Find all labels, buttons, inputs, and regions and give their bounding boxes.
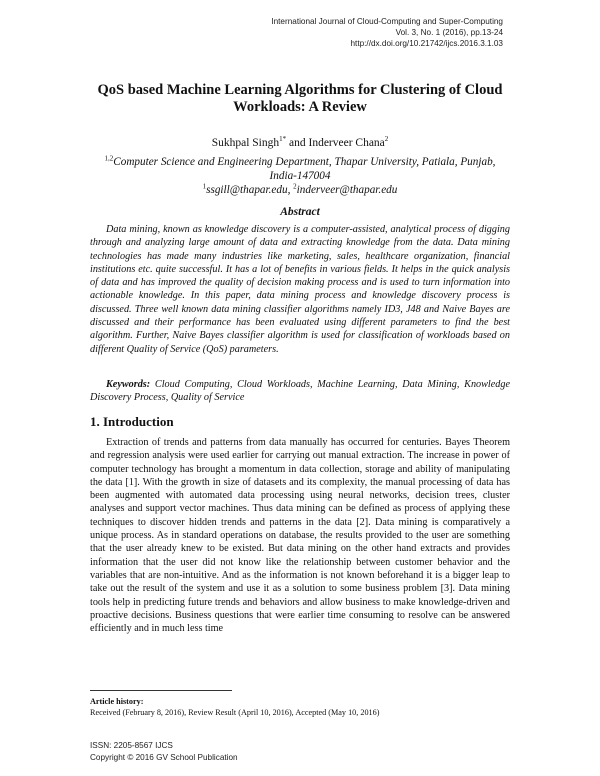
keywords	[90, 378, 510, 405]
footnote-divider	[90, 690, 232, 691]
affiliation-text: Computer Science and Engineering Department, Thapar University, Patiala, Punjab, India-147004	[113, 156, 496, 182]
author-name: Inderveer Chana	[308, 137, 385, 149]
article-history-text: Received (February 8, 2016), Review Result (April 10, 2016), Accepted (May 10, 2016)	[90, 708, 380, 717]
section-heading: 1. Introduction	[90, 414, 174, 429]
issn: ISSN: 2205-8567 IJCS	[90, 741, 173, 750]
introduction-text: Extraction of trends and patterns from data manually has occurred for centuries. Bayes Theorem and regression analysis were used earlier for carrying out manual extraction. The increase in power of computer technology has brought a momentum in data collection, storage and ability of manipulating the data [1]. With the growth in size of datasets and its complexity, the manual processing of data has been augmented with automated data processing using neural networks, decision trees, cluster analyses and support vector machines. Thus data mining can be defined as process of applying these techniques to discover hidden trends and patterns in the data [2]. Data mining is comparatively a unique process. As in standard operations on database, the results provided to the user are something that the user already knew to be existed. But data mining on the other hand extracts and provides information that the user did not know like the relationship between customer behavior and the variables that are non-intuitive. And as the information is not known beforehand it is a bigger leap to take out the result of the system and use it as a solution to some business problem [3]. Data mining tools help in predicting future trends and behaviors and allow business to make knowledge-driven and proactive decisions. Business questions that were earlier time consuming to resolve can be answered efficiently and in much less time	[90, 437, 510, 635]
affiliation-emails	[90, 183, 510, 197]
email-link[interactable]: inderveer@thapar.edu	[296, 184, 398, 196]
author-superscript: 1*	[279, 135, 287, 144]
abstract-heading: Abstract	[280, 206, 320, 218]
email-link[interactable]: ssgill@thapar.edu,	[206, 184, 294, 196]
journal-name: International Journal of Cloud-Computing and Super-Computing	[271, 17, 503, 26]
affiliation	[90, 155, 510, 197]
author-name: Sukhpal Singh	[211, 137, 280, 149]
email-superscript: 1	[202, 182, 207, 191]
affiliation-superscript: 1,2	[104, 154, 114, 163]
journal-doi: http://dx.doi.org/10.21742/ijcs.2016.3.1.03	[350, 39, 503, 48]
affiliation-department	[90, 155, 510, 183]
author-list	[90, 137, 510, 149]
author-conjunction: and	[286, 137, 309, 149]
keywords-label: Keywords:	[106, 379, 151, 390]
keywords-text: Cloud Computing, Cloud Workloads, Machine Learning, Data Mining, Knowledge Discovery Process, Quality of Service	[90, 379, 510, 404]
abstract-text: Data mining, known as knowledge discovery is a computer-assisted, analytical process of digging through and analyzing large amount of data and extracting knowledge from the data. Data mining technologies has made many industries like marketing, sales, healthcare organization, financial institutions etc. quite successful. It has a lot of benefits in various fields. It helps in the quick analysis of data and has improved the quality of decision making process and is used to turn information into actionable knowledge. In this paper, data mining process and knowledge discovery process is discussed. Three well known data mining classifier algorithms namely ID3, J48 and Naive Bayes are discussed and their performance has been evaluated using different parameters to find the best algorithm. Further, Naive Bayes classifier algorithm is used for classification of workloads based on different Quality of Service (QoS) parameters.	[90, 224, 510, 355]
email-superscript: 2	[293, 182, 297, 191]
article-history-label: Article history:	[90, 697, 144, 706]
copyright: Copyright © 2016 GV School Publication	[90, 753, 238, 762]
journal-volume: Vol. 3, No. 1 (2016), pp.13-24	[395, 28, 503, 37]
author-superscript: 2	[384, 135, 389, 144]
paper-title: QoS based Machine Learning Algorithms for Clustering of Cloud Workloads: A Review	[97, 82, 503, 115]
journal-header	[271, 16, 503, 49]
